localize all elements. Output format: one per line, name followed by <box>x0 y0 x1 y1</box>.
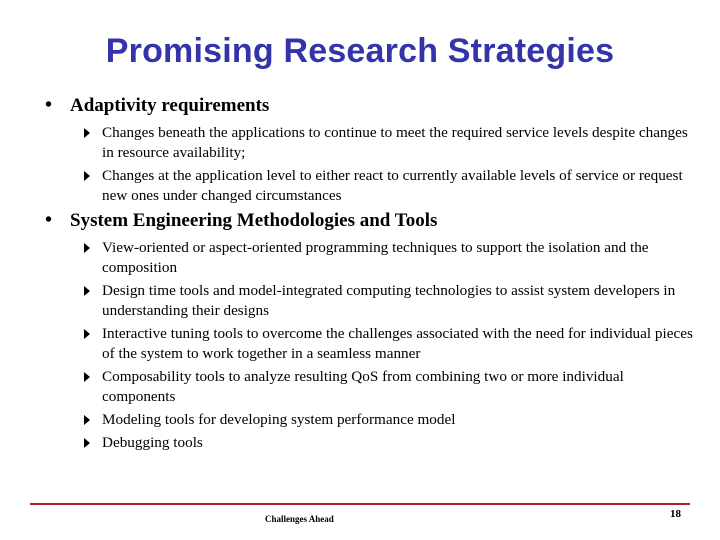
sub-bullet-text: Interactive tuning tools to overcome the challenges associated with the need for individual pieces of the system to work together in a seamless manner <box>102 325 693 362</box>
bullet-dot-icon: • <box>45 209 53 231</box>
sub-bullet <box>84 281 694 320</box>
sub-bullet <box>84 433 694 453</box>
arrow-icon <box>84 438 90 448</box>
bullet-adaptivity <box>45 94 269 117</box>
slide-title: Promising Research Strategies <box>105 32 615 70</box>
arrow-icon <box>84 415 90 425</box>
bullet-dot-icon: • <box>45 94 53 116</box>
arrow-icon <box>84 286 90 296</box>
arrow-icon <box>84 243 90 253</box>
sub-bullet <box>84 410 694 430</box>
sub-bullet-text: Composability tools to analyze resulting QoS from combining two or more individual components <box>102 368 624 405</box>
sub-bullet-text: Design time tools and model-integrated computing technologies to assist system developers in understanding their designs <box>102 282 676 319</box>
arrow-icon <box>84 128 90 138</box>
footer-label: Challenges Ahead <box>265 514 334 524</box>
sub-bullet <box>84 367 694 406</box>
sub-bullet <box>84 238 694 277</box>
sub-bullet <box>84 123 694 162</box>
bullet-system-engineering <box>45 209 437 232</box>
sub-bullet <box>84 166 694 205</box>
bullet-text: System Engineering Methodologies and Tools <box>70 210 438 231</box>
sub-bullet-text: Changes at the application level to either react to currently available levels of service or request new ones under changed circumstances <box>102 167 683 204</box>
bullet-text: Adaptivity requirements <box>70 95 270 116</box>
sub-bullet-text: Modeling tools for developing system performance model <box>102 411 456 428</box>
sub-bullet <box>84 324 694 363</box>
arrow-icon <box>84 171 90 181</box>
page-number: 18 <box>670 508 681 520</box>
arrow-icon <box>84 329 90 339</box>
sub-bullet-text: Debugging tools <box>102 434 203 451</box>
arrow-icon <box>84 372 90 382</box>
sub-bullet-text: View-oriented or aspect-oriented programming techniques to support the isolation and the composition <box>102 239 649 276</box>
footer-divider <box>30 503 690 505</box>
sub-bullet-text: Changes beneath the applications to continue to meet the required service levels despite changes in resource availability; <box>102 124 688 161</box>
